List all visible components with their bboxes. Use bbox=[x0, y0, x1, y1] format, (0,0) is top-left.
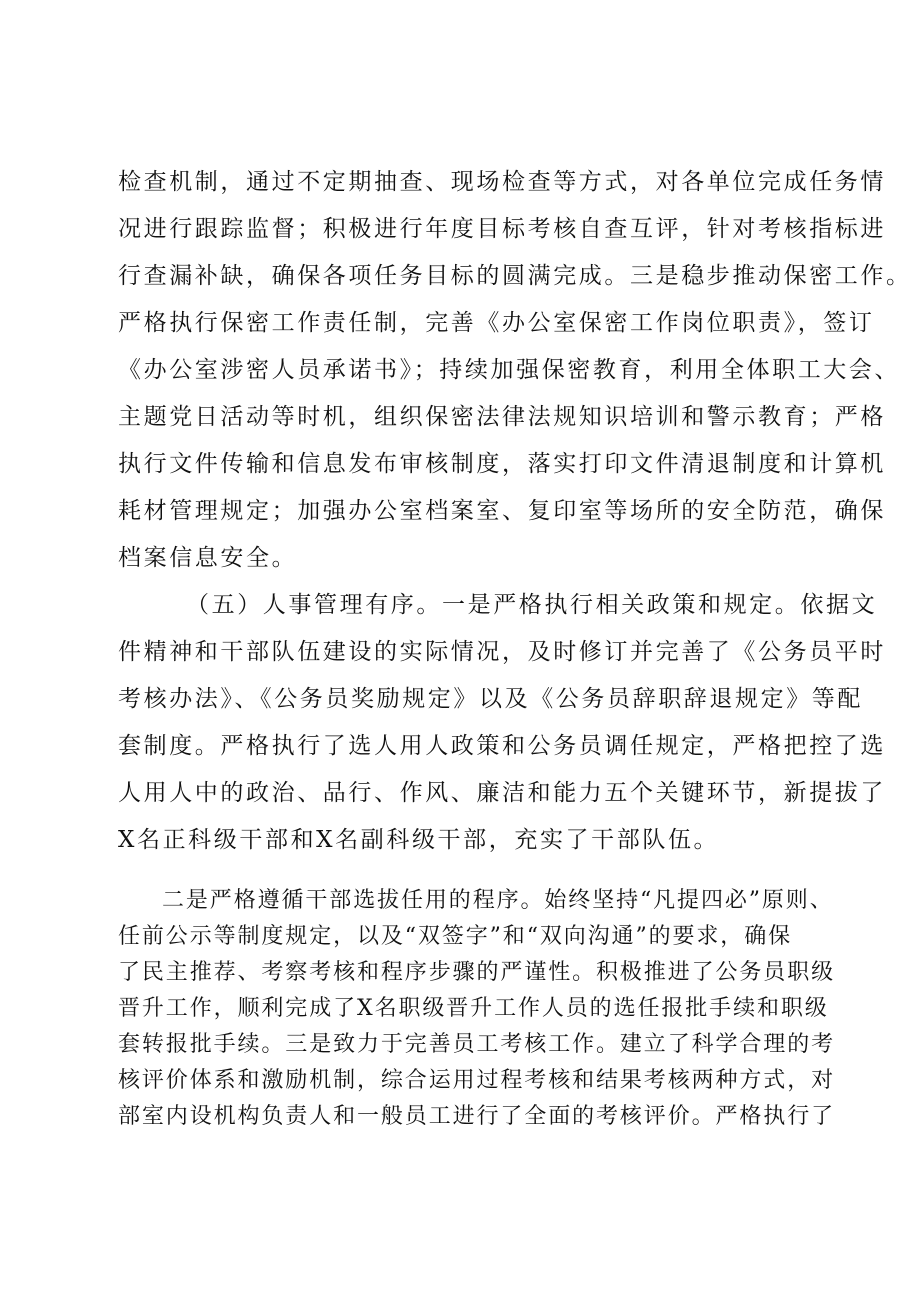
paragraph-line: 部室内设机构负责人和一般员工进行了全面的考核评价。严格执行了 bbox=[118, 1104, 836, 1129]
paragraph-line: X名正科级干部和X名副科级干部，充实了干部队伍。 bbox=[118, 827, 720, 853]
paragraph-line: 耗材管理规定；加强办公室档案室、复印室等场所的安全防范，确保 bbox=[118, 498, 886, 524]
paragraph-line: 套转报批手续。三是致力于完善员工考核工作。建立了科学合理的考 bbox=[118, 1032, 836, 1057]
paragraph-line: 考核办法》、《公务员奖励规定》以及《公务员辞职辞退规定》等配 bbox=[118, 686, 863, 712]
paragraph-line: 严格执行保密工作责任制，完善《办公室保密工作岗位职责》，签订 bbox=[118, 310, 875, 336]
paragraph-line: 检查机制，通过不定期抽查、现场检查等方式，对各单位完成任务情 bbox=[118, 169, 886, 195]
paragraph-line: 件精神和干部队伍建设的实际情况，及时修订并完善了《公务员平时 bbox=[118, 639, 886, 665]
paragraph-line: 任前公示等制度规定，以及“双签字”和“双向沟通”的要求，确保 bbox=[118, 924, 792, 949]
paragraph-line: 执行文件传输和信息发布审核制度，落实打印文件清退制度和计算机 bbox=[118, 451, 886, 477]
paragraph-line: 了民主推荐、考察考核和程序步骤的严谨性。积极推进了公务员职级 bbox=[118, 960, 836, 985]
paragraph-line: 二是严格遵循干部选拔任用的程序。始终坚持“凡提四必”原则、 bbox=[162, 888, 834, 913]
paragraph-line: 人用人中的政治、品行、作风、廉洁和能力五个关键环节，新提拔了 bbox=[118, 780, 886, 806]
paragraph-line: 档案信息安全。 bbox=[118, 545, 298, 571]
paragraph-line: 套制度。严格执行了选人用人政策和公务员调任规定，严格把控了选 bbox=[118, 733, 886, 759]
paragraph-line: 况进行跟踪监督；积极进行年度目标考核自查互评，针对考核指标进 bbox=[118, 216, 886, 242]
paragraph-line: 《办公室涉密人员承诺书》；持续加强保密教育，利用全体职工大会、 bbox=[118, 357, 901, 383]
paragraph-line: 晋升工作，顺利完成了X名职级晋升工作人员的选任报批手续和职级 bbox=[118, 996, 829, 1021]
paragraph-line: 核评价体系和激励机制，综合运用过程考核和结果考核两种方式，对 bbox=[118, 1068, 836, 1093]
paragraph-line: 行查漏补缺，确保各项任务目标的圆满完成。三是稳步推动保密工作。 bbox=[118, 263, 912, 289]
paragraph-line: 主题党日活动等时机，组织保密法律法规知识培训和警示教育；严格 bbox=[118, 404, 886, 430]
section-heading-line: （五）人事管理有序。一是严格执行相关政策和规定。依据文 bbox=[186, 592, 878, 618]
